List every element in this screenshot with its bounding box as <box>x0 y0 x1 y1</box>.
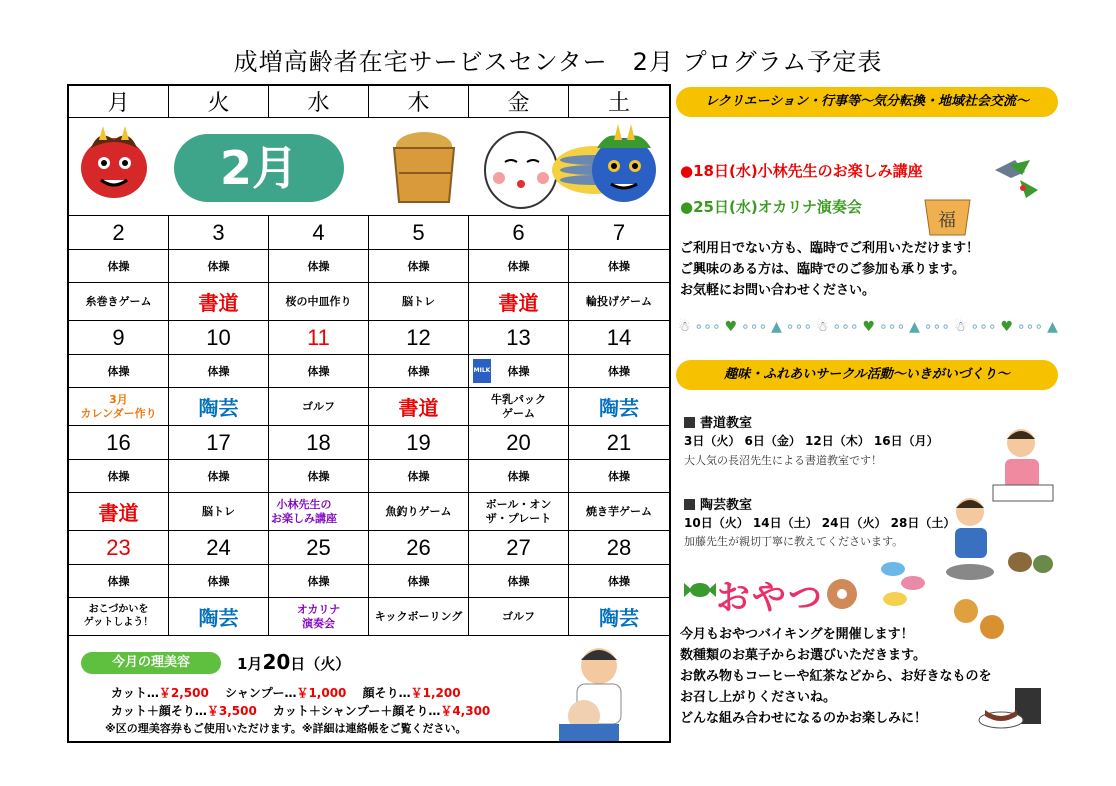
milk-label: MILK <box>473 367 491 374</box>
exercise-label: 体操 <box>269 565 369 598</box>
milk-carton-icon <box>473 359 491 383</box>
snack-title <box>716 570 824 619</box>
barber-label: 今月の理美容 <box>81 652 221 674</box>
event-1-text: 18日(水)小林先生のお楽しみ講座 <box>693 162 923 180</box>
banner-month-pill <box>174 134 344 202</box>
week3-activity-row <box>69 493 669 531</box>
price-item: 顔そり… <box>362 686 411 700</box>
tougei-dates: 10日（火） 14日（土） 24日（火） 28日（土） <box>684 516 956 530</box>
shodo-desc: 大人気の長沼先生による書道教室です！ <box>684 454 882 467</box>
activity-label: ボール・オン ザ・プレート <box>469 493 569 531</box>
day-number: 18 <box>269 426 369 460</box>
banner-illustrations <box>69 118 669 216</box>
price-item: シャンプー… <box>225 686 297 700</box>
february-banner <box>69 118 669 216</box>
snack-line: 数種類のお菓子からお選びいただきます。 <box>680 648 926 663</box>
day-number: 7 <box>569 216 669 250</box>
activity-label: 書道 <box>169 283 269 321</box>
exercise-label: 体操 <box>469 460 569 493</box>
week1-exercise-row <box>69 250 669 283</box>
activity-label: 陶芸 <box>169 598 269 636</box>
donut-icon <box>822 576 862 612</box>
day-number: 5 <box>369 216 469 250</box>
weekday-mon: 月 <box>69 86 169 118</box>
note-line: お気軽にお問い合わせください。 <box>680 283 876 298</box>
activity-label: 輪投げゲーム <box>569 283 669 321</box>
price-line-2 <box>111 702 490 719</box>
weekday-fri: 金 <box>469 86 569 118</box>
exercise-label: 体操 <box>269 250 369 283</box>
day-number: 9 <box>69 321 169 355</box>
exercise-label: 体操 <box>69 355 169 388</box>
exercise-label: 体操 <box>169 565 269 598</box>
week1-activity-row <box>69 283 669 321</box>
day-number: 14 <box>569 321 669 355</box>
exercise-label: 体操 <box>569 460 669 493</box>
day-number: 10 <box>169 321 269 355</box>
week4-activity-row <box>69 598 669 636</box>
barber-section <box>69 636 669 741</box>
day-number-holiday: 11 <box>269 321 369 355</box>
snack-title-text: おやつ <box>716 578 824 618</box>
price-value: ￥4,300 <box>440 704 491 718</box>
exercise-label: 体操 <box>169 460 269 493</box>
activity-label: 桜の中皿作り <box>269 283 369 321</box>
snack-description <box>680 624 991 729</box>
event-2-text: 25日(水)オカリナ演奏会 <box>693 198 862 216</box>
day-number: 3 <box>169 216 269 250</box>
activity-label: 牛乳パック ゲーム <box>469 388 569 426</box>
bean-box-icon <box>394 132 454 202</box>
activity-label: 陶芸 <box>169 388 269 426</box>
page-title: 成増高齢者在宅サービスセンター 2月 プログラム予定表 <box>233 48 883 76</box>
price-item: カット＋シャンプー＋顔そり… <box>273 704 441 718</box>
weekday-sat: 土 <box>569 86 669 118</box>
exercise-label: 体操 <box>169 250 269 283</box>
recreation-header: レクリエーション・行事等～気分転換・地域社会交流～ <box>676 87 1058 117</box>
week3-exercise-row <box>69 460 669 493</box>
exercise-label: 体操 <box>369 565 469 598</box>
activity-label: オカリナ 演奏会 <box>269 598 369 636</box>
barber-month: 1月 <box>237 655 263 673</box>
exercise-label: 体操 <box>269 355 369 388</box>
week2-activity-row <box>69 388 669 426</box>
exercise-label <box>469 355 569 388</box>
fuku-label: 福 <box>938 210 956 231</box>
exercise-label: 体操 <box>469 250 569 283</box>
exercise-label: 体操 <box>69 460 169 493</box>
exercise-label: 体操 <box>369 355 469 388</box>
barber-icon <box>539 636 659 741</box>
shodo-title-text: 書道教室 <box>700 416 753 431</box>
day-number: 24 <box>169 531 269 565</box>
week3-day-row <box>69 426 669 460</box>
tougei-title <box>684 494 752 513</box>
snack-line: お召し上がりくださいね。 <box>680 690 837 705</box>
snack-line: 今月もおやつバイキングを開催します！ <box>680 627 914 642</box>
exercise-label: 体操 <box>169 355 269 388</box>
week4-day-row <box>69 531 669 565</box>
red-oni-icon <box>81 126 147 198</box>
fuku-decoration <box>915 140 1055 240</box>
day-number: 27 <box>469 531 569 565</box>
activity-label: 陶芸 <box>569 598 669 636</box>
exercise-label: 体操 <box>69 565 169 598</box>
tougei-title-text: 陶芸教室 <box>700 498 753 513</box>
okame-mask-icon <box>485 132 557 208</box>
exercise-label: 体操 <box>569 355 669 388</box>
circle-header: 趣味・ふれあいサークル活動～いきがいづくり～ <box>676 360 1058 390</box>
activity-label: 書道 <box>69 493 169 531</box>
activity-label: 糸巻きゲーム <box>69 283 169 321</box>
price-value: ￥3,500 <box>206 704 257 718</box>
day-number: 28 <box>569 531 669 565</box>
activity-label: 小林先生の お楽しみ講座 <box>269 493 369 531</box>
week2-day-row <box>69 321 669 355</box>
day-number: 19 <box>369 426 469 460</box>
day-number: 17 <box>169 426 269 460</box>
day-number: 12 <box>369 321 469 355</box>
calendar-grid <box>67 84 671 743</box>
price-item: カット＋顔そり… <box>111 704 207 718</box>
barber-date <box>237 650 350 674</box>
exercise-label: 体操 <box>569 565 669 598</box>
tougei-desc: 加藤先生が親切丁寧に教えてくださいます。 <box>684 535 904 548</box>
shodo-title <box>684 412 752 431</box>
exercise-label: 体操 <box>369 460 469 493</box>
week4-exercise-row <box>69 565 669 598</box>
snack-line: お飲み物もコーヒーや紅茶などから、お好きなものを <box>680 669 992 684</box>
event-1: ●18日(水)小林先生のお楽しみ講座 <box>680 162 923 180</box>
price-item: カット… <box>111 686 159 700</box>
price-line-1 <box>111 684 461 701</box>
day-number: 13 <box>469 321 569 355</box>
shodo-dates: 3日（火） 6日（金） 12日（木） 16日（月） <box>684 434 939 448</box>
activity-label: ゴルフ <box>469 598 569 636</box>
activity-label: 魚釣りゲーム <box>369 493 469 531</box>
banner-month-text: 2月 <box>219 141 299 195</box>
exercise-label: 体操 <box>369 250 469 283</box>
activity-label: 焼き芋ゲーム <box>569 493 669 531</box>
note-line: ご興味のある方は、臨時でのご参加も承ります。 <box>680 262 965 277</box>
activity-label: 陶芸 <box>569 388 669 426</box>
barber-day: 20 <box>262 650 291 674</box>
activity-label: ゴルフ <box>269 388 369 426</box>
day-number: 21 <box>569 426 669 460</box>
day-number: 2 <box>69 216 169 250</box>
recreation-note <box>680 238 979 301</box>
day-number: 16 <box>69 426 169 460</box>
pottery-person-icon <box>935 492 1060 592</box>
weekday-header-row <box>69 86 669 118</box>
weekday-wed: 水 <box>269 86 369 118</box>
activity-label: 書道 <box>469 283 569 321</box>
weekday-thu: 木 <box>369 86 469 118</box>
activity-label: おこづかいを ゲットしよう！ <box>69 598 169 636</box>
activity-label: 脳トレ <box>169 493 269 531</box>
activity-label: キックボーリング <box>369 598 469 636</box>
day-number: 26 <box>369 531 469 565</box>
activity-label: 脳トレ <box>369 283 469 321</box>
day-number: 4 <box>269 216 369 250</box>
activity-label: 書道 <box>369 388 469 426</box>
snack-line: どんな組み合わせになるのかお楽しみに！ <box>680 711 928 726</box>
barber-note: ※区の理美容券もご使用いただけます。※詳細は連絡帳をご覧ください。 <box>105 722 467 735</box>
coffee-icon <box>975 680 1050 735</box>
exercise-label: 体操 <box>269 460 369 493</box>
exercise-label: 体操 <box>469 565 569 598</box>
week1-day-row <box>69 216 669 250</box>
exercise-label: 体操 <box>69 250 169 283</box>
day-number: 20 <box>469 426 569 460</box>
day-number-holiday: 23 <box>69 531 169 565</box>
week2-exercise-row <box>69 355 669 388</box>
candy-icon <box>680 575 720 605</box>
macaron-icon <box>875 555 935 615</box>
price-value: ￥2,500 <box>158 686 209 700</box>
event-2: ●25日(水)オカリナ演奏会 <box>680 198 862 216</box>
day-number: 6 <box>469 216 569 250</box>
blue-oni-icon <box>592 124 656 202</box>
activity-label: 3月 カレンダー作り <box>69 388 169 426</box>
weekday-tue: 火 <box>169 86 269 118</box>
exercise-label: 体操 <box>569 250 669 283</box>
winter-decoration-row: ☃ ∘∘∘ ♥ ∘∘∘ ▲ ∘∘∘ ☃ ∘∘∘ ♥ ∘∘∘ ▲ ∘∘∘ ☃ ∘∘∘ ♥ ∘∘∘ ▲ <box>678 319 1058 335</box>
exercise-text: 体操 <box>507 365 530 378</box>
barber-date-suffix: 日（火） <box>290 655 351 673</box>
price-value: ￥1,000 <box>296 686 347 700</box>
price-value: ￥1,200 <box>410 686 461 700</box>
day-number: 25 <box>269 531 369 565</box>
note-line: ご利用日でない方も、臨時でご利用いただけます！ <box>680 241 980 256</box>
